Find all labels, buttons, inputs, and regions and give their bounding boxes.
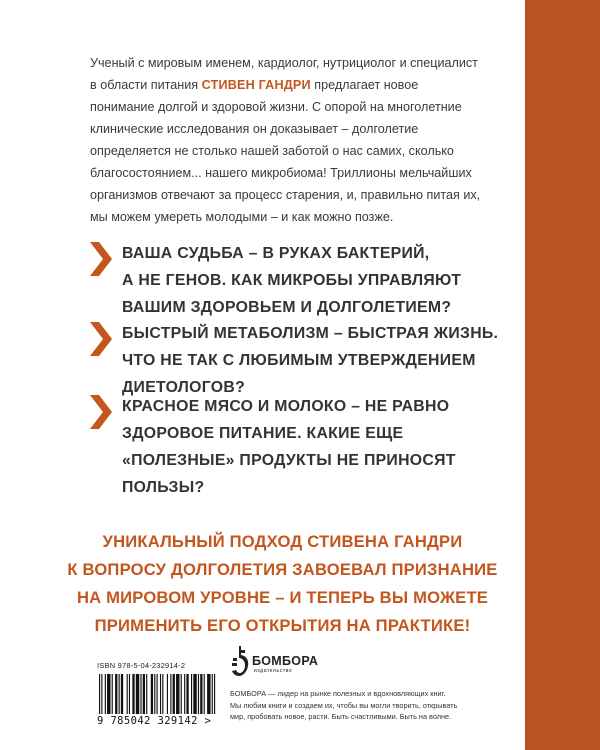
barcode-bar <box>146 674 147 714</box>
side-stripe <box>525 0 600 750</box>
barcode-bar <box>207 674 210 714</box>
promo-line: НА МИРОВОМ УРОВНЕ – И ТЕПЕРЬ ВЫ МОЖЕТЕ <box>76 588 489 607</box>
promo-line: ПРИМЕНИТЬ ЕГО ОТКРЫТИЯ НА ПРАКТИКЕ! <box>94 616 471 635</box>
barcode-bar <box>140 674 141 714</box>
barcode-bar <box>99 674 100 714</box>
barcode-bar <box>127 674 128 714</box>
barcode-bar <box>184 674 185 714</box>
promo-statement <box>60 528 505 640</box>
bullet-line: ЧТО НЕ ТАК С ЛЮБИМЫМ УТВЕРЖДЕНИЕМ <box>122 352 476 369</box>
barcode-bar <box>101 674 102 714</box>
intro-paragraph <box>90 52 485 228</box>
bullet-line: ВАШИМ ЗДОРОВЬЕМ И ДОЛГОЛЕТИЕМ? <box>122 299 452 316</box>
publisher-logo <box>230 646 330 682</box>
barcode-bar <box>198 674 199 714</box>
bullet-line: ЗДОРОВОЕ ПИТАНИЕ. КАКИЕ ЕЩЕ <box>122 425 404 442</box>
barcode-bar <box>170 674 171 714</box>
barcode-bar <box>193 674 196 714</box>
publisher-sub: издательство <box>254 668 293 674</box>
bullet-line: ПОЛЬЗЫ? <box>122 479 205 496</box>
barcode-bar <box>143 674 145 714</box>
barcode-bar <box>151 674 153 714</box>
publisher-brand: БОМБОРА <box>252 654 319 668</box>
publisher-note-line: мир, пробовать новое, расти. Быть счастливыми. Быть на волне. <box>230 712 452 721</box>
bullet-text <box>122 393 482 501</box>
barcode-bar <box>212 674 213 714</box>
barcode-bar <box>105 674 106 714</box>
barcode-bar <box>173 674 175 714</box>
barcode-bar <box>200 674 202 714</box>
bullet-text <box>122 320 499 401</box>
barcode-bar <box>132 674 134 714</box>
barcode-bar <box>112 674 113 714</box>
barcode-bar <box>186 674 188 714</box>
chevron-right-icon <box>90 395 112 429</box>
barcode-bar <box>136 674 139 714</box>
author-name-highlight: СТИВЕН ГАНДРИ <box>201 78 311 92</box>
barcode-digits: 9 785042 329142 > <box>97 715 212 727</box>
bullet-text <box>122 240 482 321</box>
bullet-line: «ПОЛЕЗНЫЕ» ПРОДУКТЫ НЕ ПРИНОСЯТ <box>122 452 456 469</box>
publisher-note <box>230 688 505 723</box>
barcode-bar <box>176 674 179 714</box>
barcode-bar <box>191 674 192 714</box>
barcode-bar <box>119 674 120 714</box>
barcode-bar <box>162 674 163 714</box>
bullet-line: ДИЕТОЛОГОВ? <box>122 379 246 396</box>
isbn-number: ISBN 978-5-04-232914-2 <box>97 661 186 670</box>
barcode-bar <box>115 674 117 714</box>
intro-text-before: Ученый с мировым именем, кардиолог, нутрициолог и специалист в области питания <box>90 56 478 92</box>
promo-line: УНИКАЛЬНЫЙ ПОДХОД СТИВЕНА ГАНДРИ <box>102 532 463 551</box>
barcode-bar <box>154 674 155 714</box>
barcode-bar <box>129 674 130 714</box>
bombora-logo-icon <box>230 646 250 680</box>
bullet-line: ВАША СУДЬБА – В РУКАХ БАКТЕРИЙ, <box>122 245 430 262</box>
barcode-bar <box>121 674 123 714</box>
barcode-bar <box>167 674 168 714</box>
barcode-bar <box>160 674 161 714</box>
intro-text-after: предлагает новое понимание долгой и здоровой жизни. С опорой на многолетние клинические исследования он доказывает – долголетие определяется не столько нашей заботой о нас самих, сколько благосостоянием... нашего микробиома! Триллионы мельчайших организмов отвечают за процесс старения, и, правильно питая их, мы можем умереть молодыми – и как можно позже. <box>90 78 481 224</box>
promo-line: К ВОПРОСУ ДОЛГОЛЕТИЯ ЗАВОЕВАЛ ПРИЗНАНИЕ <box>67 560 498 579</box>
bullet-line: КРАСНОЕ МЯСО И МОЛОКО – НЕ РАВНО <box>122 398 450 415</box>
barcode-bar <box>214 674 215 714</box>
chevron-right-icon <box>90 322 112 356</box>
publisher-note-line: БОМБОРА — лидер на рынке полезных и вдохновляющих книг. <box>230 689 446 698</box>
barcode-bar <box>181 674 182 714</box>
bullet-line: А НЕ ГЕНОВ. КАК МИКРОБЫ УПРАВЛЯЮТ <box>122 272 462 289</box>
barcode-bar <box>204 674 205 714</box>
bullet-line: БЫСТРЫЙ МЕТАБОЛИЗМ – БЫСТРАЯ ЖИЗНЬ. <box>122 325 499 342</box>
barcode-bar <box>157 674 158 714</box>
barcode-bar <box>107 674 110 714</box>
chevron-right-icon <box>90 242 112 276</box>
publisher-note-line: Мы любим книги и создаем их, чтобы вы могли творить, открывать <box>230 700 458 710</box>
